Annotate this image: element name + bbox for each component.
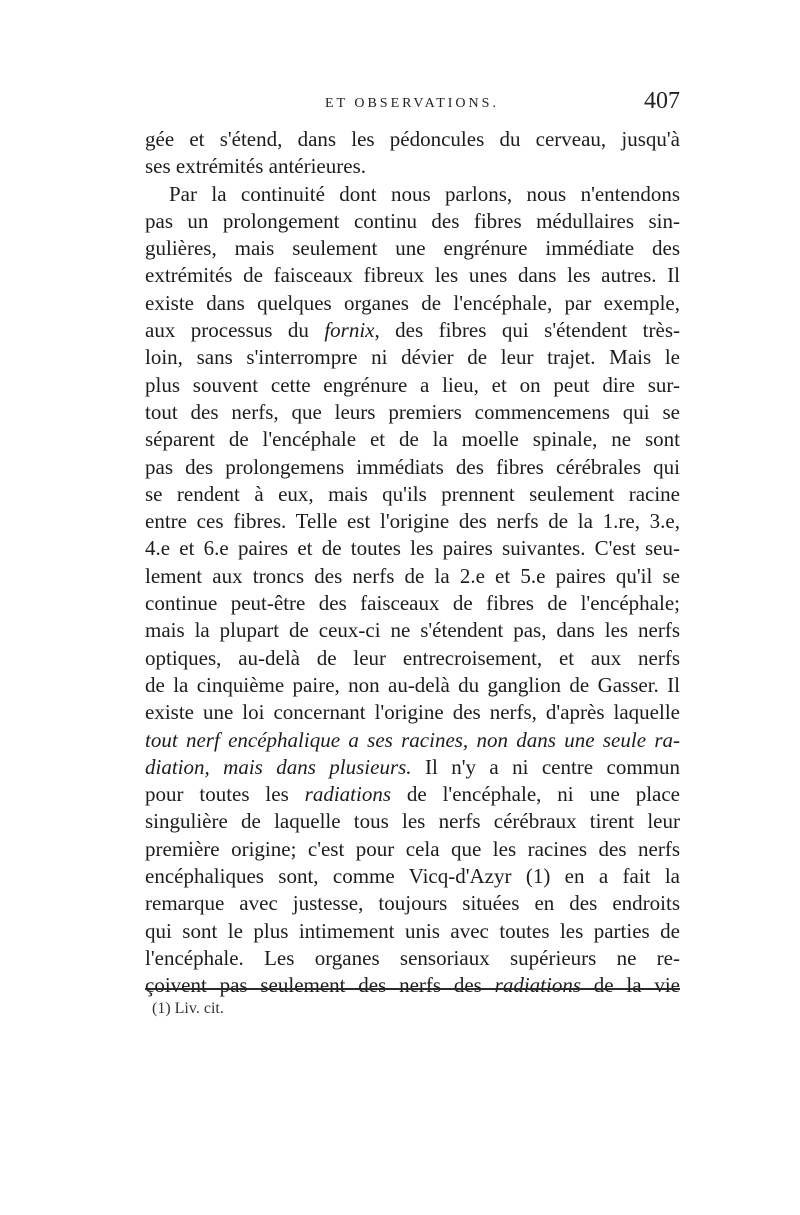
text-segment: Par la continuité dont nous parlons, nous n'entendons — [169, 181, 680, 206]
text-line — [145, 399, 680, 426]
text-segment: extrémités de faisceaux fibreux les unes dans les autres. Il — [145, 263, 680, 288]
page-number: 407 — [644, 88, 680, 114]
text-segment: de la cinquième paire, non au-delà du ganglion de Gasser. Il — [145, 672, 680, 697]
text-line — [145, 372, 680, 399]
text-segment: , des fibres qui s'étendent très- — [374, 318, 680, 343]
text-segment: Il n'y a ni centre commun — [411, 754, 681, 779]
text-line — [145, 208, 680, 235]
text-segment: loin, sans s'interrompre ni dévier de leur trajet. Mais le — [145, 345, 680, 370]
text-line — [145, 781, 680, 808]
text-segment: continue peut-être des faisceaux de fibres de l'encéphale; — [145, 591, 680, 616]
text-segment: existe dans quelques organes de l'encéphale, par exemple, — [145, 290, 680, 315]
text-segment: pas un prolongement continu des fibres médullaires sin- — [145, 208, 680, 233]
text-line — [145, 563, 680, 590]
text-segment: aux processus du — [145, 318, 325, 343]
text-line — [145, 918, 680, 945]
text-line — [145, 972, 680, 999]
text-segment: remarque avec justesse, toujours situées en des endroits — [145, 891, 680, 916]
text-segment: qui sont le plus intimement unis avec toutes les parties de — [145, 918, 680, 943]
text-segment: lement aux troncs des nerfs de la 2.e et 5.e paires qu'il se — [145, 563, 680, 588]
text-line — [145, 836, 680, 863]
text-line — [145, 617, 680, 644]
footnote: (1) Liv. cit. — [152, 1000, 224, 1017]
text-line — [145, 481, 680, 508]
text-segment: encéphaliques sont, comme Vicq-d'Azyr (1) en a fait la — [145, 864, 680, 889]
text-line — [145, 454, 680, 481]
text-segment: entre ces fibres. Telle est l'origine des nerfs de la 1.re, 3.e, — [145, 509, 680, 534]
text-line — [145, 808, 680, 835]
text-line — [145, 890, 680, 917]
text-segment: séparent de l'encéphale et de la moelle spinale, ne sont — [145, 427, 680, 452]
text-segment: mais la plupart de ceux-ci ne s'étendent pas, dans les nerfs — [145, 618, 680, 643]
text-line — [145, 727, 680, 754]
text-line — [145, 290, 680, 317]
text-line — [145, 181, 680, 208]
text-segment: optiques, au-delà de leur entrecroisement, et aux nerfs — [145, 645, 680, 670]
text-segment: de la vie — [581, 973, 680, 998]
text-segment: de l'encéphale, ni une place — [391, 782, 680, 807]
text-segment: plus souvent cette engrénure a lieu, et on peut dire sur- — [145, 372, 680, 397]
text-segment: gée et s'étend, dans les pédoncules du cerveau, jusqu'à — [145, 127, 680, 151]
text-line — [145, 344, 680, 371]
text-segment: 4.e et 6.e paires et de toutes les paires suivantes. C'est seu- — [145, 536, 680, 561]
text-line — [145, 672, 680, 699]
text-line — [145, 754, 680, 781]
running-head — [145, 88, 680, 124]
text-segment: singulière de laquelle tous les nerfs cérébraux tirent leur — [145, 809, 680, 834]
text-segment: pour toutes les — [145, 782, 305, 807]
text-line — [145, 590, 680, 617]
text-line — [145, 426, 680, 453]
body-text — [145, 126, 680, 1000]
text-segment: tout des nerfs, que leurs premiers commencemens qui se — [145, 399, 680, 424]
text-line — [145, 126, 680, 153]
text-segment: gulières, mais seulement une engrénure immédiate des — [145, 236, 680, 261]
text-segment: première origine; c'est pour cela que les racines des nerfs — [145, 836, 680, 861]
text-segment: l'encéphale. Les organes sensoriaux supérieurs ne re- — [145, 945, 680, 970]
text-segment: pas des prolongemens immédiats des fibres cérébrales qui — [145, 454, 680, 479]
italic-segment: fornix — [324, 318, 375, 343]
text-line — [145, 863, 680, 890]
text-segment: çoivent pas seulement des nerfs des — [145, 973, 495, 998]
text-line — [145, 945, 680, 972]
text-line — [145, 508, 680, 535]
italic-segment: radiations — [304, 782, 391, 807]
text-line — [145, 535, 680, 562]
text-line — [145, 699, 680, 726]
footnote-rule — [145, 988, 680, 990]
text-line — [145, 645, 680, 672]
running-title: ET OBSERVATIONS. — [325, 96, 499, 111]
text-line — [145, 262, 680, 289]
text-line — [145, 153, 680, 180]
text-line — [145, 235, 680, 262]
italic-segment: tout nerf encéphalique a ses racines, non dans une seule ra- — [145, 727, 680, 752]
italic-segment: diation, mais dans plusieurs. — [145, 754, 412, 779]
text-segment: existe une loi concernant l'origine des nerfs, d'après laquelle — [145, 700, 680, 725]
text-segment: ses extrémités antérieures. — [145, 154, 366, 179]
text-line — [145, 317, 680, 344]
text-segment: se rendent à eux, mais qu'ils prennent seulement racine — [145, 481, 680, 506]
italic-segment: radiations — [494, 973, 581, 998]
